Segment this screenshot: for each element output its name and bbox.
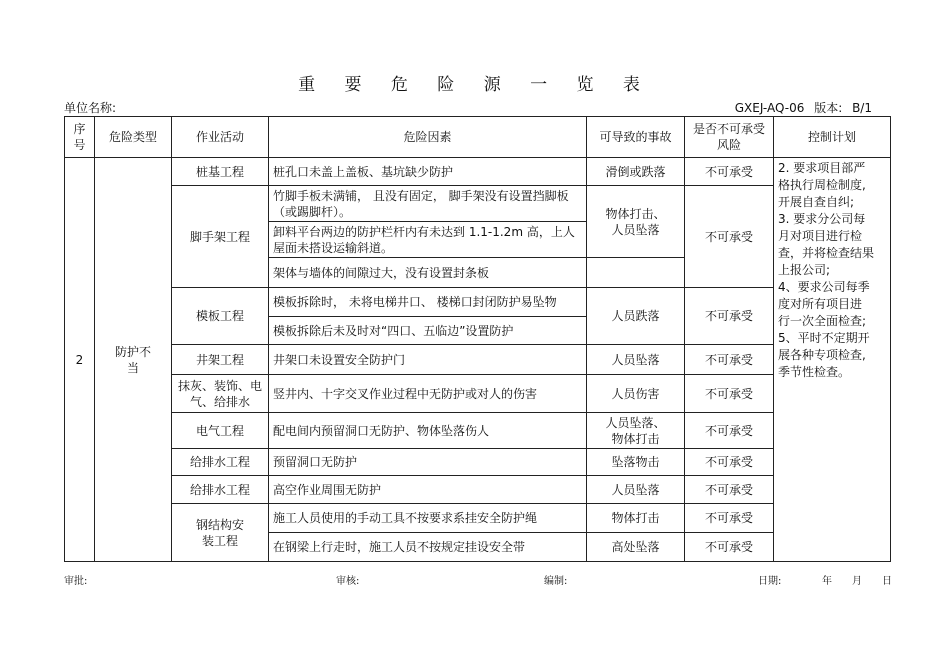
row-accident: 人员坠落 — [587, 345, 685, 375]
row-activity: 桩基工程 — [172, 158, 269, 186]
footer-day: 日 — [882, 576, 892, 587]
version-label: 版本: — [814, 101, 843, 115]
plan-line: 行一次全面检查; — [778, 314, 867, 328]
table-row — [65, 345, 891, 375]
header-activity: 作业活动 — [172, 117, 269, 158]
row-factor: 竹脚手板未满铺， 且没有固定， 脚手架没有设置挡脚板（或踢脚杆）。 — [269, 186, 587, 222]
table-row — [65, 288, 891, 317]
row-activity: 抹灰、装饰、电气、给排水 — [172, 375, 269, 413]
footer-date: 日期: — [758, 576, 782, 587]
table-row — [65, 375, 891, 413]
plan-line: 4、要求公司每季 — [778, 280, 870, 294]
footer-month: 月 — [852, 576, 862, 587]
row-activity: 给排水工程 — [172, 476, 269, 504]
group-hazard-type: 防护不当 — [95, 158, 172, 562]
header-factors: 危险因素 — [269, 117, 587, 158]
row-risk: 不可承受 — [685, 449, 774, 476]
row-activity: 钢结构安装工程 — [172, 504, 269, 562]
row-accident: 滑倒或跌落 — [587, 158, 685, 186]
footer-compile: 编制: — [544, 576, 568, 587]
row-risk: 不可承受 — [685, 186, 774, 288]
row-factor: 架体与墙体的间隙过大，没有设置封条板 — [269, 258, 587, 288]
header-seq: 序号 — [65, 117, 95, 158]
row-risk: 不可承受 — [685, 504, 774, 533]
plan-line: 3. 要求分公司每 — [778, 212, 866, 226]
row-accident-empty — [587, 258, 685, 288]
plan-line: 度对所有项目进 — [778, 297, 863, 311]
plan-line: 查，并将检查结果 — [778, 246, 875, 260]
row-activity: 给排水工程 — [172, 449, 269, 476]
table-row — [65, 158, 891, 186]
row-risk: 不可承受 — [685, 375, 774, 413]
row-risk: 不可承受 — [685, 288, 774, 345]
row-factor: 高空作业周围无防护 — [269, 476, 587, 504]
footer-review: 审核: — [336, 576, 360, 587]
control-plan — [774, 158, 891, 562]
row-risk: 不可承受 — [685, 413, 774, 449]
row-accident: 人员跌落 — [587, 288, 685, 345]
row-factor: 卸料平台两边的防护栏杆内有未达到 1.1-1.2m 高，上人屋面未搭设运输斜道。 — [269, 222, 587, 258]
row-risk: 不可承受 — [685, 345, 774, 375]
doc-code: GXEJ-AQ-06 — [734, 101, 805, 115]
row-factor: 模板拆除时， 未将电梯井口、 楼梯口封闭防护易坠物 — [269, 288, 587, 317]
row-accident: 坠落物击 — [587, 449, 685, 476]
table-row — [65, 413, 891, 449]
page-title: 重 要 危 险 源 一 览 表 — [298, 75, 652, 95]
header-row — [65, 117, 891, 158]
row-accident: 人员伤害 — [587, 375, 685, 413]
row-factor: 竖井内、十字交叉作业过程中无防护或对人的伤害 — [269, 375, 587, 413]
group-seq: 2 — [65, 158, 95, 562]
row-risk: 不可承受 — [685, 533, 774, 562]
row-factor: 井架口未设置安全防护门 — [269, 345, 587, 375]
hazard-table — [64, 116, 891, 562]
footer-year: 年 — [822, 576, 832, 587]
plan-line: 展各种专项检查, — [778, 348, 866, 362]
plan-line: 2. 要求项目部严 — [778, 161, 866, 175]
header-acceptable: 是否不可承受风险 — [685, 117, 774, 158]
row-accident: 物体打击、人员坠落 — [587, 186, 685, 258]
row-activity: 脚手架工程 — [172, 186, 269, 288]
row-activity: 井架工程 — [172, 345, 269, 375]
header-accident: 可导致的事故 — [587, 117, 685, 158]
row-factor: 模板拆除后未及时对“四口、五临边”设置防护 — [269, 317, 587, 345]
row-factor: 预留洞口无防护 — [269, 449, 587, 476]
row-activity: 模板工程 — [172, 288, 269, 345]
row-factor: 配电间内预留洞口无防护、物体坠落伤人 — [269, 413, 587, 449]
header-hazard-type: 危险类型 — [95, 117, 172, 158]
plan-line: 5、平时不定期开 — [778, 331, 870, 345]
row-factor: 施工人员使用的手动工具不按要求系挂安全防护绳 — [269, 504, 587, 533]
plan-line: 开展自查自纠; — [778, 195, 855, 209]
row-accident: 人员坠落 — [587, 476, 685, 504]
row-activity: 电气工程 — [172, 413, 269, 449]
table-row — [65, 504, 891, 533]
plan-line: 格执行周检制度, — [778, 178, 866, 192]
table-row — [65, 449, 891, 476]
row-risk: 不可承受 — [685, 476, 774, 504]
plan-line: 上报公司; — [778, 263, 831, 277]
doc-meta — [729, 99, 872, 116]
plan-line: 月对项目进行检 — [778, 229, 863, 243]
plan-line: 季节性检查。 — [778, 365, 851, 379]
row-risk: 不可承受 — [685, 158, 774, 186]
table-row — [65, 186, 891, 222]
header-plan: 控制计划 — [774, 117, 891, 158]
row-accident: 物体打击 — [587, 504, 685, 533]
table-row — [65, 476, 891, 504]
unit-name-label: 单位名称: — [64, 101, 117, 115]
row-factor: 桩孔口未盖上盖板、基坑缺少防护 — [269, 158, 587, 186]
version-value: B/1 — [852, 101, 872, 115]
signature-footer — [64, 572, 890, 586]
row-accident: 人员坠落、物体打击 — [587, 413, 685, 449]
footer-approve: 审批: — [64, 576, 88, 587]
row-factor: 在钢梁上行走时，施工人员不按规定挂设安全带 — [269, 533, 587, 562]
row-accident: 高处坠落 — [587, 533, 685, 562]
